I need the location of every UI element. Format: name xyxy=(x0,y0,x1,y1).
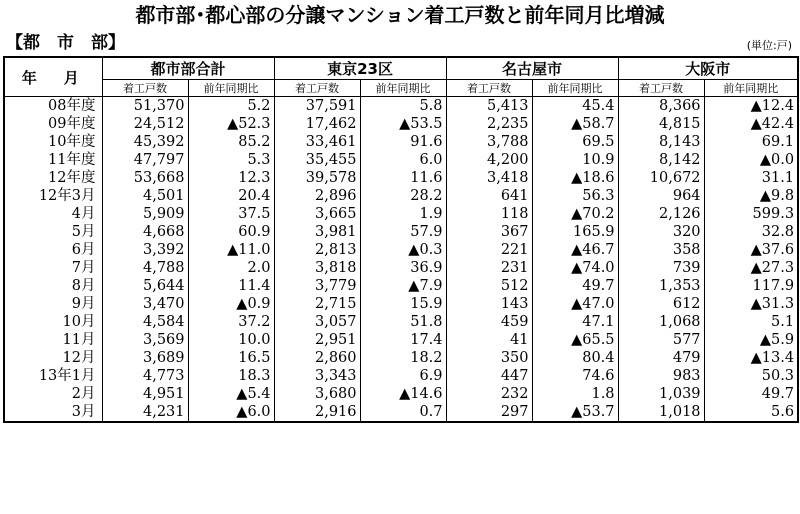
row-label: 8月 xyxy=(4,277,102,295)
starts-cell: 3,788 xyxy=(446,133,532,151)
starts-cell: 4,231 xyxy=(102,403,188,422)
starts-cell: 739 xyxy=(618,259,704,277)
table-row xyxy=(4,367,798,385)
starts-cell: 3,680 xyxy=(274,385,360,403)
starts-cell: 41 xyxy=(446,331,532,349)
yoy-cell: 18.3 xyxy=(188,367,274,385)
starts-cell: 5,909 xyxy=(102,205,188,223)
starts-cell: 24,512 xyxy=(102,115,188,133)
sub-header-yoy: 前年同期比 xyxy=(704,80,798,97)
starts-cell: 2,951 xyxy=(274,331,360,349)
starts-cell: 45,392 xyxy=(102,133,188,151)
starts-cell: 3,057 xyxy=(274,313,360,331)
row-label: 10月 xyxy=(4,313,102,331)
starts-cell: 367 xyxy=(446,223,532,241)
starts-cell: 39,578 xyxy=(274,169,360,187)
sub-header-yoy: 前年同期比 xyxy=(188,80,274,97)
row-label: 12年度 xyxy=(4,169,102,187)
row-label: 12月 xyxy=(4,349,102,367)
row-label: 5月 xyxy=(4,223,102,241)
starts-cell: 2,126 xyxy=(618,205,704,223)
table-row xyxy=(4,115,798,133)
starts-cell: 3,392 xyxy=(102,241,188,259)
yoy-cell: 57.9 xyxy=(360,223,446,241)
table-row xyxy=(4,385,798,403)
starts-cell: 4,951 xyxy=(102,385,188,403)
yoy-cell: 15.9 xyxy=(360,295,446,313)
region-header: 名古屋市 xyxy=(446,57,618,80)
yoy-cell: 17.4 xyxy=(360,331,446,349)
starts-cell: 297 xyxy=(446,403,532,422)
starts-cell: 33,461 xyxy=(274,133,360,151)
starts-cell: 641 xyxy=(446,187,532,205)
yoy-cell: ▲0.3 xyxy=(360,241,446,259)
starts-cell: 3,418 xyxy=(446,169,532,187)
starts-cell: 3,981 xyxy=(274,223,360,241)
table-row xyxy=(4,331,798,349)
starts-cell: 4,815 xyxy=(618,115,704,133)
starts-cell: 2,896 xyxy=(274,187,360,205)
yoy-cell: 47.1 xyxy=(532,313,618,331)
row-label: 13年1月 xyxy=(4,367,102,385)
sub-header-starts: 着工戸数 xyxy=(618,80,704,97)
starts-cell: 1,018 xyxy=(618,403,704,422)
table-row xyxy=(4,313,798,331)
starts-cell: 1,353 xyxy=(618,277,704,295)
yoy-cell: ▲37.6 xyxy=(704,241,798,259)
starts-cell: 983 xyxy=(618,367,704,385)
starts-cell: 4,200 xyxy=(446,151,532,169)
row-label: 3月 xyxy=(4,403,102,422)
starts-cell: 231 xyxy=(446,259,532,277)
yoy-cell: 32.8 xyxy=(704,223,798,241)
yoy-cell: 165.9 xyxy=(532,223,618,241)
yoy-cell: 10.9 xyxy=(532,151,618,169)
row-label: 08年度 xyxy=(4,97,102,116)
yoy-cell: ▲74.0 xyxy=(532,259,618,277)
yoy-cell: 36.9 xyxy=(360,259,446,277)
yoy-cell: 28.2 xyxy=(360,187,446,205)
unit-label: (単位:戸) xyxy=(746,39,792,52)
yoy-cell: 31.1 xyxy=(704,169,798,187)
row-label: 11月 xyxy=(4,331,102,349)
yoy-cell: 69.1 xyxy=(704,133,798,151)
yoy-cell: 37.5 xyxy=(188,205,274,223)
table-row xyxy=(4,133,798,151)
yoy-cell: 16.5 xyxy=(188,349,274,367)
starts-cell: 3,470 xyxy=(102,295,188,313)
yoy-cell: 11.4 xyxy=(188,277,274,295)
yoy-cell: ▲0.0 xyxy=(704,151,798,169)
yoy-cell: ▲5.9 xyxy=(704,331,798,349)
starts-cell: 3,343 xyxy=(274,367,360,385)
housing-starts-table xyxy=(3,56,799,423)
region-header: 東京23区 xyxy=(274,57,446,80)
region-header: 都市部合計 xyxy=(102,57,274,80)
starts-cell: 232 xyxy=(446,385,532,403)
starts-cell: 10,672 xyxy=(618,169,704,187)
table-row xyxy=(4,205,798,223)
starts-cell: 4,501 xyxy=(102,187,188,205)
yoy-cell: 20.4 xyxy=(188,187,274,205)
starts-cell: 143 xyxy=(446,295,532,313)
yoy-cell: ▲9.8 xyxy=(704,187,798,205)
starts-cell: 459 xyxy=(446,313,532,331)
starts-cell: 8,143 xyxy=(618,133,704,151)
yoy-cell: 45.4 xyxy=(532,97,618,116)
starts-cell: 964 xyxy=(618,187,704,205)
yoy-cell: ▲27.3 xyxy=(704,259,798,277)
row-label: 09年度 xyxy=(4,115,102,133)
starts-cell: 35,455 xyxy=(274,151,360,169)
yoy-cell: ▲46.7 xyxy=(532,241,618,259)
yoy-cell: 49.7 xyxy=(532,277,618,295)
yoy-cell: 5.8 xyxy=(360,97,446,116)
table-row xyxy=(4,151,798,169)
starts-cell: 8,366 xyxy=(618,97,704,116)
yoy-cell: 91.6 xyxy=(360,133,446,151)
table-row xyxy=(4,403,798,422)
yoy-cell: 80.4 xyxy=(532,349,618,367)
yoy-cell: 11.6 xyxy=(360,169,446,187)
yoy-cell: ▲6.0 xyxy=(188,403,274,422)
starts-cell: 47,797 xyxy=(102,151,188,169)
row-label: 2月 xyxy=(4,385,102,403)
table-row xyxy=(4,259,798,277)
starts-cell: 4,668 xyxy=(102,223,188,241)
starts-cell: 358 xyxy=(618,241,704,259)
table-row xyxy=(4,187,798,205)
yoy-cell: 1.9 xyxy=(360,205,446,223)
starts-cell: 612 xyxy=(618,295,704,313)
starts-cell: 5,413 xyxy=(446,97,532,116)
yoy-cell: 5.1 xyxy=(704,313,798,331)
yoy-cell: ▲53.5 xyxy=(360,115,446,133)
starts-cell: 5,644 xyxy=(102,277,188,295)
table-row xyxy=(4,169,798,187)
starts-cell: 3,818 xyxy=(274,259,360,277)
starts-cell: 512 xyxy=(446,277,532,295)
table-row xyxy=(4,349,798,367)
yoy-cell: ▲12.4 xyxy=(704,97,798,116)
starts-cell: 37,591 xyxy=(274,97,360,116)
starts-cell: 3,665 xyxy=(274,205,360,223)
sub-header-starts: 着工戸数 xyxy=(102,80,188,97)
yoy-cell: ▲53.7 xyxy=(532,403,618,422)
starts-cell: 2,715 xyxy=(274,295,360,313)
starts-cell: 447 xyxy=(446,367,532,385)
starts-cell: 51,370 xyxy=(102,97,188,116)
yoy-cell: ▲13.4 xyxy=(704,349,798,367)
starts-cell: 1,039 xyxy=(618,385,704,403)
starts-cell: 4,773 xyxy=(102,367,188,385)
row-label: 4月 xyxy=(4,205,102,223)
yoy-cell: 56.3 xyxy=(532,187,618,205)
yoy-cell: 49.7 xyxy=(704,385,798,403)
yoy-cell: 50.3 xyxy=(704,367,798,385)
yoy-cell: ▲52.3 xyxy=(188,115,274,133)
yoy-cell: 51.8 xyxy=(360,313,446,331)
yoy-cell: ▲7.9 xyxy=(360,277,446,295)
starts-cell: 350 xyxy=(446,349,532,367)
yoy-cell: 37.2 xyxy=(188,313,274,331)
row-label: 12年3月 xyxy=(4,187,102,205)
yoy-cell: ▲0.9 xyxy=(188,295,274,313)
yoy-cell: ▲5.4 xyxy=(188,385,274,403)
starts-cell: 577 xyxy=(618,331,704,349)
yoy-cell: 74.6 xyxy=(532,367,618,385)
yoy-cell: ▲11.0 xyxy=(188,241,274,259)
starts-cell: 1,068 xyxy=(618,313,704,331)
starts-cell: 3,569 xyxy=(102,331,188,349)
section-label: 【都 市 部】 xyxy=(6,33,125,53)
starts-cell: 17,462 xyxy=(274,115,360,133)
yoy-cell: 10.0 xyxy=(188,331,274,349)
sub-header-starts: 着工戸数 xyxy=(446,80,532,97)
yoy-cell: 599.3 xyxy=(704,205,798,223)
starts-cell: 2,813 xyxy=(274,241,360,259)
sub-header-yoy: 前年同期比 xyxy=(360,80,446,97)
row-label: 9月 xyxy=(4,295,102,313)
starts-cell: 118 xyxy=(446,205,532,223)
yoy-cell: 5.2 xyxy=(188,97,274,116)
row-label: 10年度 xyxy=(4,133,102,151)
table-body xyxy=(4,97,798,423)
yoy-cell: 6.9 xyxy=(360,367,446,385)
starts-cell: 3,689 xyxy=(102,349,188,367)
table-row xyxy=(4,97,798,116)
row-label: 6月 xyxy=(4,241,102,259)
starts-cell: 320 xyxy=(618,223,704,241)
starts-cell: 2,916 xyxy=(274,403,360,422)
row-label: 7月 xyxy=(4,259,102,277)
yoy-cell: 69.5 xyxy=(532,133,618,151)
starts-cell: 4,584 xyxy=(102,313,188,331)
row-header: 年 月 xyxy=(4,57,102,97)
starts-cell: 2,860 xyxy=(274,349,360,367)
yoy-cell: ▲42.4 xyxy=(704,115,798,133)
yoy-cell: 85.2 xyxy=(188,133,274,151)
starts-cell: 53,668 xyxy=(102,169,188,187)
yoy-cell: ▲65.5 xyxy=(532,331,618,349)
row-label: 11年度 xyxy=(4,151,102,169)
yoy-cell: ▲58.7 xyxy=(532,115,618,133)
starts-cell: 221 xyxy=(446,241,532,259)
table-row xyxy=(4,277,798,295)
starts-cell: 479 xyxy=(618,349,704,367)
yoy-cell: 1.8 xyxy=(532,385,618,403)
yoy-cell: 12.3 xyxy=(188,169,274,187)
yoy-cell: 18.2 xyxy=(360,349,446,367)
yoy-cell: 5.6 xyxy=(704,403,798,422)
yoy-cell: ▲14.6 xyxy=(360,385,446,403)
yoy-cell: ▲70.2 xyxy=(532,205,618,223)
table-row xyxy=(4,295,798,313)
region-header: 大阪市 xyxy=(618,57,798,80)
yoy-cell: 117.9 xyxy=(704,277,798,295)
starts-cell: 3,779 xyxy=(274,277,360,295)
yoy-cell: 5.3 xyxy=(188,151,274,169)
document-title: 都市部･都心部の分譲マンション着工戸数と前年同月比増減 xyxy=(135,3,665,27)
sub-header-starts: 着工戸数 xyxy=(274,80,360,97)
yoy-cell: 6.0 xyxy=(360,151,446,169)
yoy-cell: 2.0 xyxy=(188,259,274,277)
yoy-cell: ▲31.3 xyxy=(704,295,798,313)
starts-cell: 2,235 xyxy=(446,115,532,133)
yoy-cell: 0.7 xyxy=(360,403,446,422)
yoy-cell: ▲47.0 xyxy=(532,295,618,313)
sub-header-yoy: 前年同期比 xyxy=(532,80,618,97)
table-row xyxy=(4,241,798,259)
table-row xyxy=(4,223,798,241)
starts-cell: 4,788 xyxy=(102,259,188,277)
yoy-cell: ▲18.6 xyxy=(532,169,618,187)
yoy-cell: 60.9 xyxy=(188,223,274,241)
starts-cell: 8,142 xyxy=(618,151,704,169)
